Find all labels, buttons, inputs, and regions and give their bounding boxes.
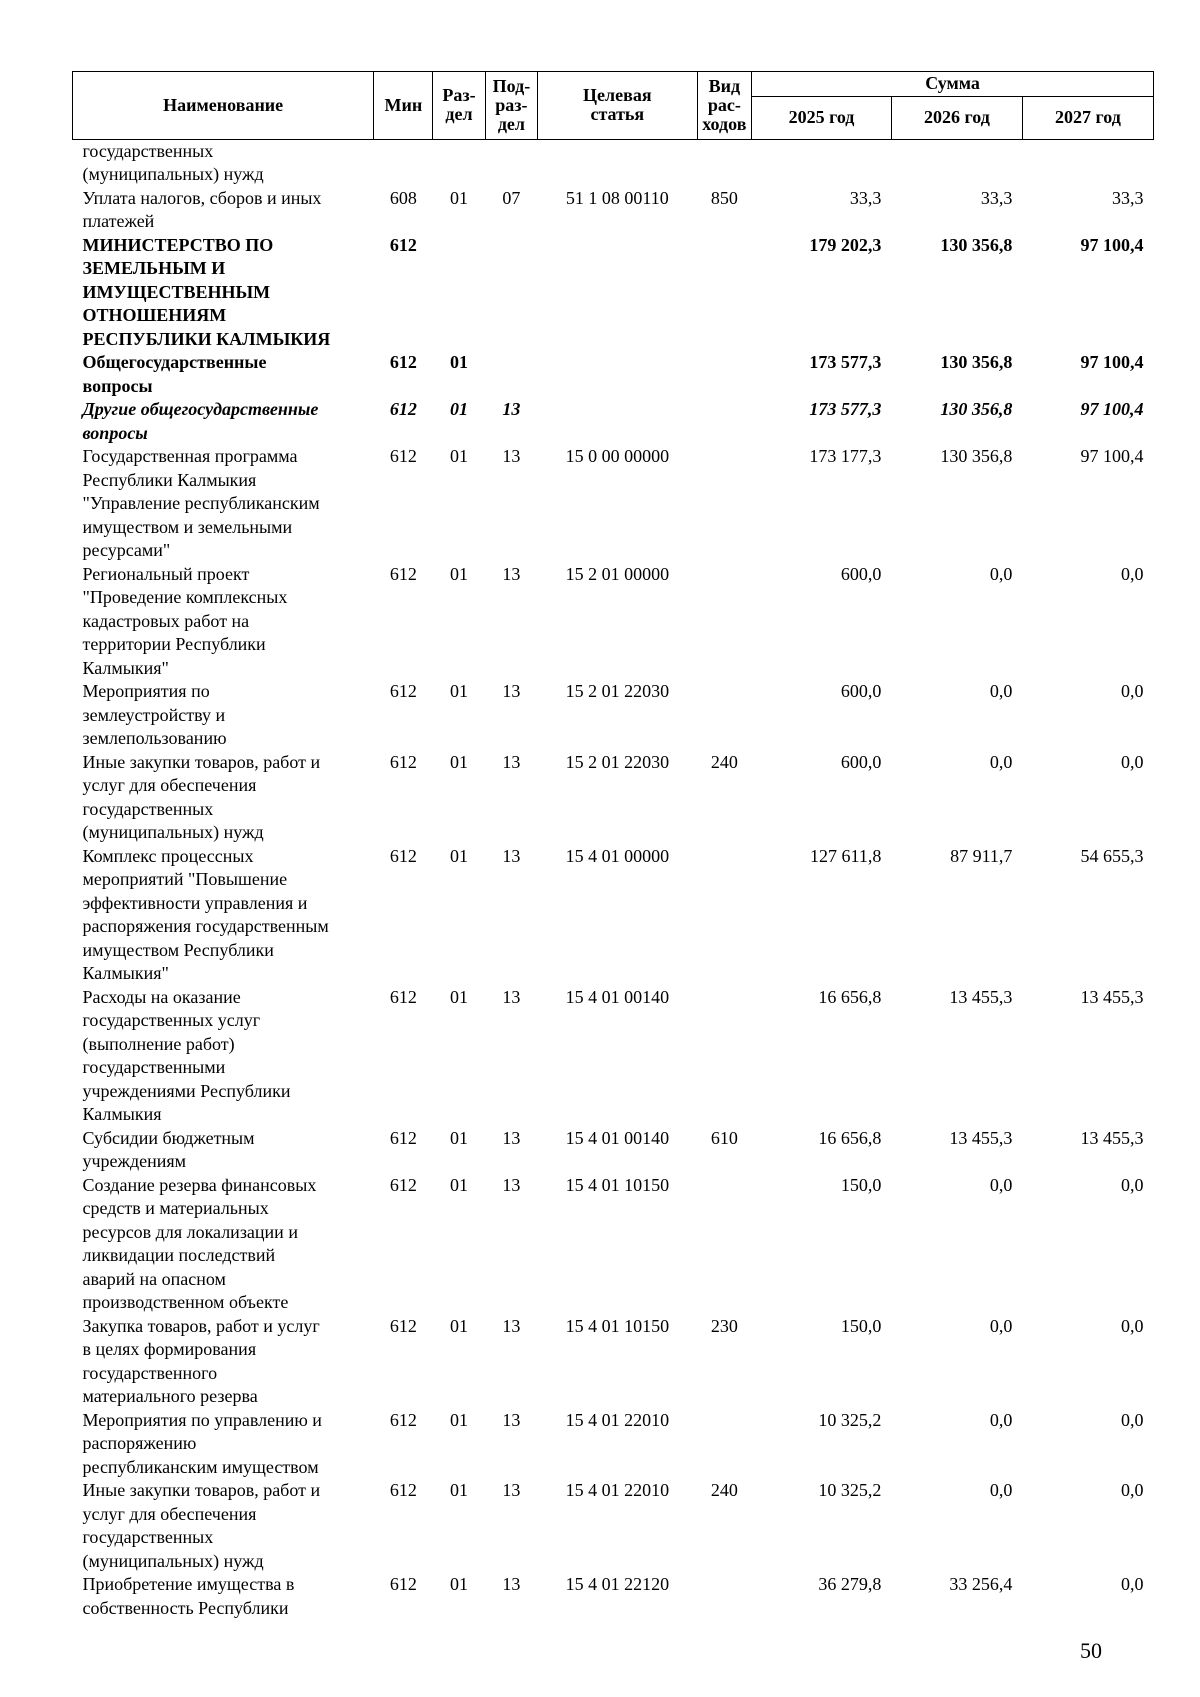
cell-sum-2025: 150,0 xyxy=(840,1174,882,1195)
cell-celevaya-statya xyxy=(538,139,697,187)
table-row xyxy=(73,187,1154,234)
cell-sum-2026: 0,0 xyxy=(989,1480,1013,1500)
cell-name: Государственная программа Республики Калмыкия "Управление республиканским имуществом и земельными ресурсами" xyxy=(82,446,320,560)
cell-podrazdel xyxy=(485,351,537,398)
cell-vid-rashodov xyxy=(697,986,752,1127)
cell-sum-2027: 97 100,4 xyxy=(1080,352,1144,372)
cell-sum-2027: 0,0 xyxy=(1121,1480,1144,1500)
cell-sum-2027: 13 455,3 xyxy=(1080,986,1144,1007)
cell-podrazdel: 13 xyxy=(502,1480,521,1500)
cell-name: Общегосударственные вопросы xyxy=(82,352,267,396)
header-year-2026: 2026 год xyxy=(891,96,1022,139)
cell-min: 612 xyxy=(389,1409,417,1430)
header-podrazdel: Под- раз- дел xyxy=(485,72,537,140)
cell-podrazdel: 13 xyxy=(502,681,521,701)
cell-vid-rashodov: 240 xyxy=(710,1480,738,1500)
cell-podrazdel: 13 xyxy=(502,1409,521,1430)
cell-razdel: 01 xyxy=(450,751,469,772)
cell-razdel: 01 xyxy=(450,446,469,466)
cell-celevaya-statya: 15 4 01 10150 xyxy=(565,1174,670,1195)
cell-celevaya-statya: 15 4 01 00140 xyxy=(565,1127,670,1148)
cell-vid-rashodov xyxy=(697,1409,752,1480)
cell-sum-2026: 0,0 xyxy=(989,563,1013,584)
cell-sum-2026: 130 356,8 xyxy=(940,234,1013,255)
cell-name: Создание резерва финансовых средств и материальных ресурсов для локализации и ликвидации последствий аварий на опасном производственном объекте xyxy=(82,1174,317,1312)
cell-name: Уплата налогов, сборов и иных платежей xyxy=(82,187,322,231)
cell-sum-2027: 0,0 xyxy=(1121,1409,1144,1430)
header-min: Мин xyxy=(374,72,433,140)
cell-celevaya-statya: 15 4 01 22010 xyxy=(565,1409,670,1430)
cell-sum-2026: 33,3 xyxy=(980,187,1013,208)
cell-podrazdel: 13 xyxy=(502,986,521,1007)
cell-sum-2026: 130 356,8 xyxy=(940,352,1013,372)
cell-razdel: 01 xyxy=(450,986,469,1007)
cell-celevaya-statya: 15 4 01 00140 xyxy=(565,986,670,1007)
cell-min: 612 xyxy=(389,234,417,255)
cell-vid-rashodov xyxy=(697,563,752,681)
cell-podrazdel xyxy=(485,234,537,352)
cell-sum-2027: 54 655,3 xyxy=(1080,845,1144,866)
cell-celevaya-statya: 15 2 01 22030 xyxy=(565,751,670,772)
document-page xyxy=(72,71,1154,1620)
header-year-2025: 2025 год xyxy=(752,96,892,139)
budget-table xyxy=(72,71,1154,1620)
cell-vid-rashodov: 850 xyxy=(710,187,738,208)
cell-sum-2025 xyxy=(752,139,892,187)
table-row xyxy=(73,1409,1154,1480)
cell-podrazdel: 13 xyxy=(502,446,521,466)
cell-sum-2025: 16 656,8 xyxy=(818,986,882,1007)
cell-razdel: 01 xyxy=(450,399,469,419)
cell-vid-rashodov xyxy=(697,680,752,751)
cell-razdel: 01 xyxy=(450,563,469,584)
cell-sum-2026: 0,0 xyxy=(989,1174,1013,1195)
cell-name: Региональный проект "Проведение комплексных кадастровых работ на территории Республики Калмыкия" xyxy=(82,563,288,678)
cell-min: 612 xyxy=(389,563,417,584)
cell-sum-2026: 13 455,3 xyxy=(949,1127,1013,1148)
cell-sum-2027: 0,0 xyxy=(1121,681,1144,701)
cell-min: 612 xyxy=(389,352,417,372)
cell-sum-2027: 97 100,4 xyxy=(1080,399,1144,419)
cell-name: Расходы на оказание государственных услуг (выполнение работ) государственными учреждениями Республики Калмыкия xyxy=(82,986,291,1124)
cell-min xyxy=(374,139,433,187)
page-number: 50 xyxy=(1080,1638,1102,1663)
cell-sum-2026: 0,0 xyxy=(989,1315,1013,1336)
cell-sum-2025: 600,0 xyxy=(840,751,882,772)
cell-razdel: 01 xyxy=(450,845,469,866)
cell-name: Иные закупки товаров, работ и услуг для обеспечения государственных (муниципальных) нужд xyxy=(82,1480,321,1571)
cell-celevaya-statya: 15 4 01 00000 xyxy=(565,845,670,866)
cell-sum-2027: 0,0 xyxy=(1121,563,1144,584)
cell-name: государственных (муниципальных) нужд xyxy=(82,140,264,184)
cell-min: 612 xyxy=(389,399,417,419)
cell-sum-2026: 0,0 xyxy=(989,681,1013,701)
cell-sum-2025: 10 325,2 xyxy=(818,1409,882,1430)
cell-celevaya-statya: 15 2 01 00000 xyxy=(565,563,670,584)
cell-sum-2027: 33,3 xyxy=(1112,187,1144,208)
cell-sum-2025: 173 577,3 xyxy=(809,352,882,372)
table-row xyxy=(73,563,1154,681)
cell-sum-2025: 36 279,8 xyxy=(818,1574,882,1594)
cell-sum-2025: 173 577,3 xyxy=(809,399,882,419)
cell-min: 612 xyxy=(389,845,417,866)
cell-vid-rashodov xyxy=(697,398,752,445)
cell-min: 612 xyxy=(389,751,417,772)
cell-sum-2026: 13 455,3 xyxy=(949,986,1013,1007)
header-razdel: Раз- дел xyxy=(433,72,485,140)
cell-celevaya-statya: 51 1 08 00110 xyxy=(565,187,669,208)
cell-name: Мероприятия по управлению и распоряжению республиканским имуществом xyxy=(82,1409,322,1477)
cell-vid-rashodov: 240 xyxy=(710,751,738,772)
header-vid-rashodov: Вид рас- ходов xyxy=(697,72,752,140)
cell-name: Закупка товаров, работ и услуг в целях формирования государственного материального резерва xyxy=(82,1315,320,1406)
cell-sum-2025: 179 202,3 xyxy=(809,234,882,255)
cell-vid-rashodov xyxy=(697,234,752,352)
cell-name: Мероприятия по землеустройству и землепользованию xyxy=(82,681,227,748)
cell-vid-rashodov xyxy=(697,445,752,563)
cell-sum-2027: 0,0 xyxy=(1121,1574,1144,1594)
cell-sum-2025: 150,0 xyxy=(840,1315,882,1336)
table-row xyxy=(73,445,1154,563)
cell-razdel: 01 xyxy=(450,352,469,372)
cell-razdel: 01 xyxy=(450,1174,469,1195)
cell-podrazdel: 13 xyxy=(502,1174,521,1195)
table-header xyxy=(73,72,1154,140)
cell-name: Другие общегосударственные вопросы xyxy=(82,399,319,443)
cell-min: 612 xyxy=(389,986,417,1007)
cell-sum-2026: 33 256,4 xyxy=(949,1574,1013,1594)
cell-podrazdel xyxy=(485,139,537,187)
cell-name: Комплекс процессных мероприятий "Повышение эффективности управления и распоряжения государственным имуществом Республики Калмыкия" xyxy=(82,845,329,983)
header-year-2027: 2027 год xyxy=(1022,96,1153,139)
cell-celevaya-statya: 15 4 01 22010 xyxy=(565,1480,670,1500)
cell-min: 612 xyxy=(389,1174,417,1195)
cell-sum-2027 xyxy=(1022,139,1153,187)
cell-vid-rashodov: 610 xyxy=(710,1127,738,1148)
table-row xyxy=(73,1315,1154,1409)
cell-vid-rashodov: 230 xyxy=(710,1315,738,1336)
cell-podrazdel: 13 xyxy=(502,1315,521,1336)
cell-sum-2025: 10 325,2 xyxy=(818,1480,882,1500)
cell-celevaya-statya xyxy=(538,234,697,352)
cell-sum-2025: 600,0 xyxy=(840,681,882,701)
cell-sum-2027: 0,0 xyxy=(1121,1174,1144,1195)
cell-name: Иные закупки товаров, работ и услуг для обеспечения государственных (муниципальных) нужд xyxy=(82,751,321,842)
table-row xyxy=(73,351,1154,398)
cell-min: 612 xyxy=(389,1574,417,1594)
table-row xyxy=(73,1573,1154,1620)
cell-sum-2026: 130 356,8 xyxy=(940,399,1013,419)
cell-celevaya-statya xyxy=(538,398,697,445)
cell-name: Субсидии бюджетным учреждениям xyxy=(82,1127,255,1171)
header-summa: Сумма xyxy=(752,72,1154,97)
cell-sum-2027: 97 100,4 xyxy=(1080,446,1144,466)
cell-razdel: 01 xyxy=(450,1480,469,1500)
cell-podrazdel: 13 xyxy=(502,1574,521,1594)
cell-name: МИНИСТЕРСТВО ПО ЗЕМЕЛЬНЫМ И ИМУЩЕСТВЕННЫМ ОТНОШЕНИЯМ РЕСПУБЛИКИ КАЛМЫКИЯ xyxy=(82,234,331,349)
table-row xyxy=(73,234,1154,352)
table-row xyxy=(73,680,1154,751)
cell-sum-2025: 600,0 xyxy=(840,563,882,584)
cell-sum-2027: 0,0 xyxy=(1121,1315,1144,1336)
table-row xyxy=(73,986,1154,1127)
cell-razdel: 01 xyxy=(450,187,469,208)
cell-sum-2026: 87 911,7 xyxy=(950,845,1013,866)
cell-min: 612 xyxy=(389,446,417,466)
cell-razdel: 01 xyxy=(450,1315,469,1336)
cell-sum-2026: 0,0 xyxy=(989,751,1013,772)
cell-sum-2025: 127 611,8 xyxy=(810,845,882,866)
header-celevaya-statya: Целевая статья xyxy=(538,72,697,140)
cell-podrazdel: 13 xyxy=(502,1127,521,1148)
cell-celevaya-statya: 15 0 00 00000 xyxy=(565,446,670,466)
cell-min: 612 xyxy=(389,1315,417,1336)
cell-vid-rashodov xyxy=(697,139,752,187)
cell-vid-rashodov xyxy=(697,845,752,986)
table-body xyxy=(73,139,1154,1620)
cell-min: 612 xyxy=(389,681,417,701)
table-row xyxy=(73,139,1154,187)
cell-podrazdel: 13 xyxy=(502,751,521,772)
header-name: Наименование xyxy=(73,72,374,140)
cell-min: 612 xyxy=(389,1480,417,1500)
cell-vid-rashodov xyxy=(697,1174,752,1315)
cell-podrazdel: 13 xyxy=(502,845,521,866)
cell-razdel: 01 xyxy=(450,681,469,701)
cell-celevaya-statya xyxy=(538,351,697,398)
table-row xyxy=(73,1479,1154,1573)
cell-vid-rashodov xyxy=(697,351,752,398)
cell-razdel: 01 xyxy=(450,1127,469,1148)
cell-podrazdel: 13 xyxy=(502,563,521,584)
cell-min: 612 xyxy=(389,1127,417,1148)
cell-sum-2027: 97 100,4 xyxy=(1080,234,1144,255)
table-row xyxy=(73,1174,1154,1315)
cell-podrazdel: 13 xyxy=(502,399,521,419)
cell-podrazdel: 07 xyxy=(502,187,521,208)
table-row xyxy=(73,398,1154,445)
cell-sum-2026: 130 356,8 xyxy=(940,446,1013,466)
cell-sum-2026: 0,0 xyxy=(989,1409,1013,1430)
cell-celevaya-statya: 15 4 01 10150 xyxy=(565,1315,670,1336)
cell-name: Приобретение имущества в собственность Республики xyxy=(82,1574,295,1618)
table-row xyxy=(73,1127,1154,1174)
cell-razdel xyxy=(433,139,485,187)
cell-sum-2025: 33,3 xyxy=(849,187,882,208)
cell-vid-rashodov xyxy=(697,1573,752,1620)
cell-celevaya-statya: 15 4 01 22120 xyxy=(565,1574,670,1594)
table-row xyxy=(73,845,1154,986)
cell-min: 608 xyxy=(389,187,417,208)
cell-razdel: 01 xyxy=(450,1409,469,1430)
cell-sum-2025: 173 177,3 xyxy=(809,446,882,466)
cell-celevaya-statya: 15 2 01 22030 xyxy=(565,681,670,701)
cell-sum-2025: 16 656,8 xyxy=(818,1127,882,1148)
cell-sum-2027: 13 455,3 xyxy=(1080,1127,1144,1148)
cell-razdel xyxy=(433,234,485,352)
cell-razdel: 01 xyxy=(450,1574,469,1594)
table-row xyxy=(73,751,1154,845)
cell-sum-2026 xyxy=(891,139,1022,187)
cell-sum-2027: 0,0 xyxy=(1121,751,1144,772)
